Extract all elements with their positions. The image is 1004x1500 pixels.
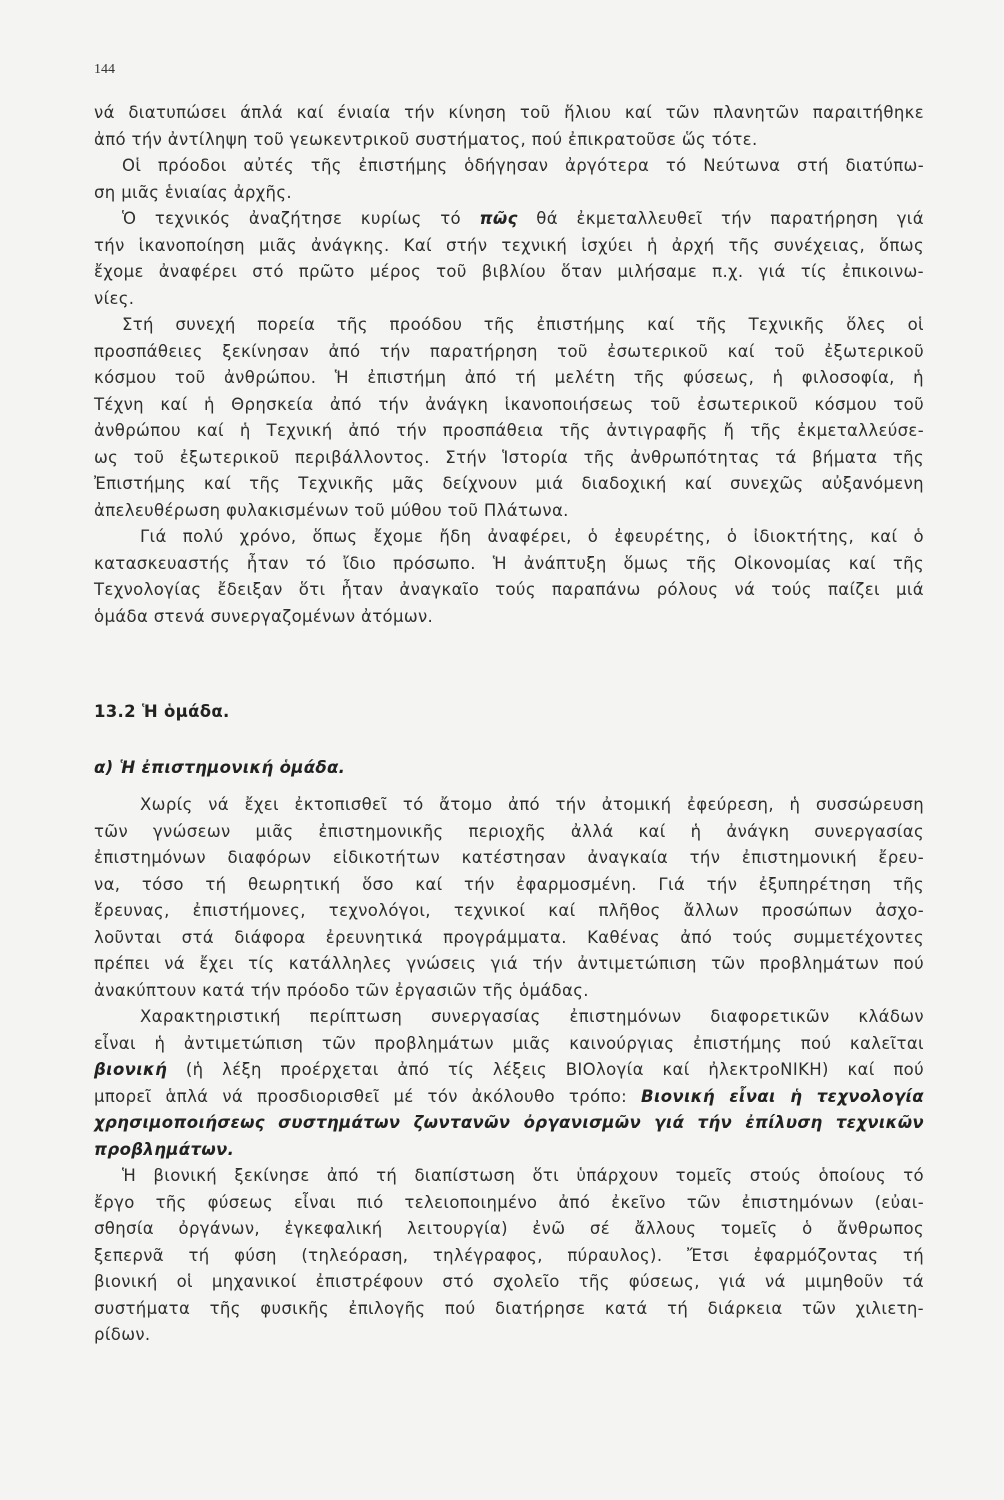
text-line: Στή συνεχή πορεία τῆς προόδου τῆς ἐπιστήμης καί τῆς Τεχνικῆς ὅλες οἱ	[122, 315, 924, 334]
subsection-heading: α) Ἡ ἐπιστημονική ὁμάδα.	[94, 758, 346, 777]
text-line	[94, 206, 924, 233]
text-run: θά ἐκμεταλλευθεῖ τήν παρατήρηση γιά	[536, 209, 924, 228]
text-line: τήν ἱκανοποίηση μιᾶς ἀνάγκης. Καί στήν τεχνική ἰσχύει ἡ ἀρχή τῆς συνέχειας, ὅπως	[94, 235, 924, 255]
text-line: κατασκευαστής ἦταν τό ἴδιο πρόσωπο. Ἡ ἀνάπτυξη ὅμως τῆς Οἰκονομίας καί τῆς	[94, 553, 924, 573]
text-line: νά διατυπώσει άπλά καί ένιαία τήν κίνηση τοῦ ἥλιου καί τῶν πλανητῶν παραιτήθηκε	[94, 103, 924, 122]
text-line: ἔργο τῆς φύσεως εἶναι πιό τελειοποιημένο ἀπό ἐκεῖνο τῶν ἐπιστημόνων (εὐαι-	[94, 1192, 924, 1212]
text-line: Χαρακτηριστική περίπτωση συνεργασίας ἐπιστημόνων διαφορετικῶν κλάδων	[140, 1007, 924, 1026]
body-text-block-2	[94, 792, 924, 1349]
text-line: ἀνακύπτουν κατά τήν πρόοδο τῶν ἐργασιῶν τῆς ὁμάδας.	[94, 980, 589, 1000]
text-line: τῶν γνώσεων μιᾶς ἐπιστημονικῆς περιοχῆς ἀλλά καί ἡ ἀνάγκη συνεργασίας	[94, 821, 924, 841]
text-line: νίες.	[94, 288, 135, 308]
text-run: (ἡ λέξη προέρχεται ἀπό τίς λέξεις ΒΙΟλογία καί ἠλεκτροΝΙΚΗ) καί πού	[185, 1060, 924, 1079]
emphasis-definition: Βιονική εἶναι ἡ τεχνολογία	[641, 1086, 924, 1106]
text-line: λοῦνται στά διάφορα ἐρευνητικά προγράμματα. Καθένας ἀπό τούς συμμετέχοντες	[94, 927, 924, 947]
emphasis-definition-line: χρησιμοποιήσεως συστημάτων ζωντανῶν ὀργανισμῶν γιά τήν ἐπίλυση τεχνικῶν	[94, 1113, 924, 1132]
text-line: ρίδων.	[94, 1325, 151, 1344]
text-line: Ἐπιστήμης καί τῆς Τεχνικῆς μᾶς δείχνουν μιά διαδοχική καί συνεχῶς αὐξανόμενη	[94, 474, 924, 493]
text-line: Οἱ πρόοδοι αὐτές τῆς ἐπιστήμης ὁδήγησαν ἀργότερα τό Νεύτωνα στή διατύπω-	[122, 156, 924, 175]
text-line: προσπάθειες ξεκίνησαν ἀπό τήν παρατήρηση τοῦ ἐσωτερικοῦ καί τοῦ ἐξωτερικοῦ	[94, 341, 924, 361]
text-line: Τέχνη καί ἡ Θρησκεία ἀπό τήν ἀνάγκη ἱκανοποιήσεως τοῦ ἐσωτερικοῦ κόσμου τοῦ	[94, 394, 924, 414]
text-line: σθησία ὀργάνων, ἐγκεφαλική λειτουργία) ἐνῶ σέ ἄλλους τομεῖς ὁ ἄνθρωπος	[94, 1219, 924, 1238]
text-line: ἀπό τήν ἀντίληψη τοῦ γεωκεντρικοῦ συστήματος, πού ἐπικρατοῦσε ὥς τότε.	[94, 129, 758, 149]
text-line: κόσμου τοῦ ἀνθρώπου. Ἡ ἐπιστήμη ἀπό τή μελέτη τῆς φύσεως, ἡ φιλοσοφία, ἡ	[94, 368, 924, 387]
emphasis-definition-line: προβλημάτων.	[94, 1139, 235, 1159]
body-text-block-1	[94, 100, 924, 630]
text-line: ἔρευνας, ἐπιστήμονες, τεχνολόγοι, τεχνικοί καί πλῆθος ἄλλων προσώπων ἀσχο-	[94, 901, 924, 920]
text-line: ὁμάδα στενά συνεργαζομένων ἀτόμων.	[94, 606, 434, 626]
text-line: ξεπερνᾶ τή φύση (τηλεόραση, τηλέγραφος, πύραυλος). Ἔτσι ἐφαρμόζοντας τή	[94, 1245, 924, 1265]
text-line: Ἡ βιονική ξεκίνησε ἀπό τή διαπίστωση ὅτι ὑπάρχουν τομεῖς στούς ὁποίους τό	[122, 1166, 924, 1185]
text-line: εἶναι ἡ ἀντιμετώπιση τῶν προβλημάτων μιᾶς καινούργιας ἐπιστήμης πού καλεῖται	[94, 1033, 924, 1053]
text-line	[94, 1084, 924, 1111]
text-line: πρέπει νά ἔχει τίς κατάλληλες γνώσεις γιά τήν ἀντιμετώπιση τῶν προβλημάτων πού	[94, 954, 924, 973]
emphasis-bionics: βιονική	[94, 1060, 168, 1079]
text-line: ἐπιστημόνων διαφόρων εἰδικοτήτων κατέστησαν ἀναγκαία τήν ἐπιστημονική ἔρευ-	[94, 848, 924, 867]
text-line: Χωρίς νά ἔχει ἐκτοπισθεῖ τό ἄτομο ἀπό τήν ἀτομική ἐφεύρεση, ἡ συσσώρευση	[140, 795, 924, 814]
text-line	[94, 1057, 924, 1084]
text-line: Γιά πολύ χρόνο, ὅπως ἔχομε ἤδη ἀναφέρει, ὁ ἐφευρέτης, ὁ ἰδιοκτήτης, καί ὁ	[140, 527, 924, 546]
text-line: να, τόσο τή θεωρητική ὅσο καί τήν ἐφαρμοσμένη. Γιά τήν ἐξυπηρέτηση τῆς	[94, 874, 924, 894]
section-heading: 13.2 Ἡ ὁμάδα.	[94, 702, 230, 721]
page-number: 144	[94, 62, 115, 77]
emphasis-pos: πῶς	[479, 209, 518, 228]
text-line: ἔχομε ἀναφέρει στό πρῶτο μέρος τοῦ βιβλίου ὅταν μιλήσαμε π.χ. γιά τίς ἐπικοινω-	[94, 262, 924, 281]
text-run: μπορεῖ ἁπλά νά προσδιορισθεῖ μέ τόν ἀκόλουθο τρόπο:	[94, 1086, 628, 1106]
text-line: Τεχνολογίας ἔδειξαν ὅτι ἦταν ἀναγκαῖο τούς παραπάνω ρόλους νά τούς παίζει μιά	[94, 580, 924, 599]
text-line: ση μιᾶς ἑνιαίας ἀρχῆς.	[94, 182, 292, 202]
text-line: ἀνθρώπου καί ἡ Τεχνική ἀπό τήν προσπάθεια τῆς ἀντιγραφῆς ἤ τῆς ἐκμεταλλεύσε-	[94, 421, 924, 440]
text-line: βιονική οἱ μηχανικοί ἐπιστρέφουν στό σχολεῖο τῆς φύσεως, γιά νά μιμηθοῦν τά	[94, 1272, 924, 1291]
text-line: συστήματα τῆς φυσικῆς ἐπιλογῆς πού διατήρησε κατά τή διάρκεια τῶν χιλιετη-	[94, 1298, 924, 1318]
text-line: ως τοῦ ἐξωτερικοῦ περιβάλλοντος. Στήν Ἱστορία τῆς ἀνθρωπότητας τά βήματα τῆς	[94, 447, 924, 467]
text-line: ἀπελευθέρωση φυλακισμένων τοῦ μύθου τοῦ Πλάτωνα.	[94, 500, 569, 520]
text-run: Ὁ τεχνικός ἀναζήτησε κυρίως τό	[122, 209, 461, 228]
